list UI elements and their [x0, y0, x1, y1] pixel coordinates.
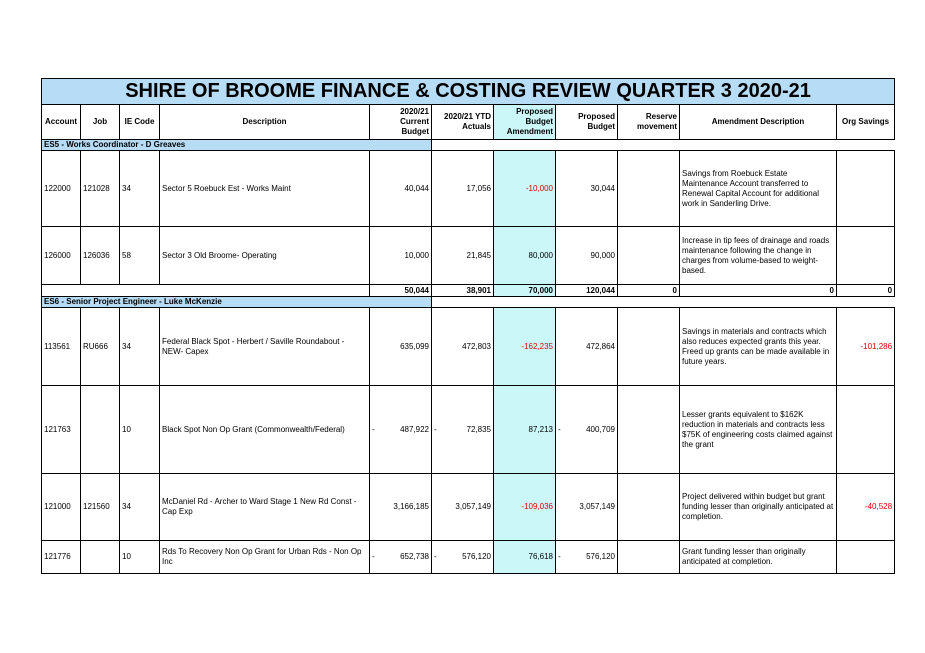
cell-proposed-amendment: -10,000: [494, 151, 556, 227]
current-budget-value: 40,044: [404, 183, 429, 193]
ytd-actuals-value: 472,803: [462, 341, 491, 351]
table-row: [42, 386, 895, 474]
cell-description: Black Spot Non Op Grant (Commonwealth/Federal): [160, 386, 370, 474]
proposed-budget-value: 3,057,149: [579, 502, 615, 511]
cell-amendment-description: Project delivered within budget but grant funding lesser than originally anticipated at completion.: [680, 474, 837, 541]
cell-proposed-budget: [556, 308, 618, 386]
proposed-budget-value: 576,120: [586, 552, 615, 561]
current-budget-value: 635,099: [400, 341, 429, 351]
cell-ytd-actuals: [432, 308, 494, 386]
cell-reserve-movement: [618, 227, 680, 285]
table-row: [42, 151, 895, 227]
header-job: Job: [81, 105, 120, 140]
cell-description: Sector 5 Roebuck Est - Works Maint: [160, 151, 370, 227]
cell-ie-code: 34: [120, 308, 160, 386]
cell-amendment-description: Grant funding lesser than originally anticipated at completion.: [680, 541, 837, 574]
cell-job: 126036: [81, 227, 120, 285]
header-proposed-budget: Proposed Budget: [556, 105, 618, 140]
header-proposed-amendment: Proposed Budget Amendment: [494, 105, 556, 140]
cell-reserve-movement: [618, 474, 680, 541]
cell-account: 121763: [42, 386, 81, 474]
section-blank: [432, 297, 895, 308]
cell-ytd-actuals: [432, 474, 494, 541]
ytd-actuals-value: 17,056: [466, 183, 491, 193]
cell-ie-code: 10: [120, 541, 160, 574]
cell-org-savings: [837, 386, 895, 474]
total-proposed-budget: 120,044: [556, 285, 618, 297]
header-ytd-actuals: 2020/21 YTD Actuals: [432, 105, 494, 140]
cell-description: Rds To Recovery Non Op Grant for Urban Rds - Non Op Inc: [160, 541, 370, 574]
cell-job: [81, 541, 120, 574]
cell-proposed-budget: [556, 386, 618, 474]
cell-job: 121560: [81, 474, 120, 541]
current-budget-value: 10,000: [404, 250, 429, 260]
cell-amendment-description: Lesser grants equivalent to $162K reduction in materials and contracts less $75K of engineering costs claimed against the grant: [680, 386, 837, 474]
cell-org-savings: -40,528: [837, 474, 895, 541]
cell-job: 121028: [81, 151, 120, 227]
cell-ie-code: 10: [120, 386, 160, 474]
cell-proposed-amendment: -109,036: [494, 474, 556, 541]
cell-ie-code: 58: [120, 227, 160, 285]
current-budget-value: 487,922: [400, 424, 429, 434]
cell-reserve-movement: [618, 308, 680, 386]
section-label: ES6 - Senior Project Engineer - Luke McKenzie: [42, 297, 432, 308]
proposed-budget-value: 30,044: [590, 183, 615, 193]
cell-account: 121000: [42, 474, 81, 541]
dash-mark: -: [558, 552, 561, 561]
totals-row: [42, 285, 895, 297]
page-title: SHIRE OF BROOME FINANCE & COSTING REVIEW QUARTER 3 2020-21: [42, 79, 895, 105]
proposed-budget-value: 400,709: [586, 424, 615, 434]
cell-ytd-actuals: [432, 541, 494, 574]
dash-mark: -: [558, 424, 561, 434]
dash-mark: -: [372, 552, 375, 561]
cell-org-savings: [837, 541, 895, 574]
cell-current-budget: [370, 308, 432, 386]
ytd-actuals-value: 21,845: [466, 250, 491, 260]
total-reserve-movement: 0: [618, 285, 680, 297]
cell-account: 122000: [42, 151, 81, 227]
table-row: [42, 308, 895, 386]
dash-mark: -: [434, 552, 437, 561]
cell-ytd-actuals: [432, 386, 494, 474]
cell-reserve-movement: [618, 151, 680, 227]
proposed-budget-value: 90,000: [590, 250, 615, 260]
totals-blank: [42, 285, 370, 297]
header-account: Account: [42, 105, 81, 140]
cell-account: 121776: [42, 541, 81, 574]
cell-org-savings: -101,286: [837, 308, 895, 386]
cell-proposed-budget: [556, 227, 618, 285]
cell-current-budget: [370, 474, 432, 541]
total-proposed-amendment: 70,000: [494, 285, 556, 297]
cell-org-savings: [837, 151, 895, 227]
header-reserve-movement: Reserve movement: [618, 105, 680, 140]
total-ytd-actuals: 38,901: [432, 285, 494, 297]
proposed-budget-value: 472,864: [586, 341, 615, 351]
header-row: [42, 105, 895, 140]
cell-reserve-movement: [618, 541, 680, 574]
cell-proposed-amendment: -162,235: [494, 308, 556, 386]
header-current-budget: 2020/21 Current Budget: [370, 105, 432, 140]
cell-proposed-amendment: 80,000: [494, 227, 556, 285]
total-current-budget: 50,044: [370, 285, 432, 297]
cell-job: RU666: [81, 308, 120, 386]
ytd-actuals-value: 72,835: [466, 424, 491, 434]
cell-ytd-actuals: [432, 151, 494, 227]
cell-ytd-actuals: [432, 227, 494, 285]
cell-proposed-budget: [556, 151, 618, 227]
cell-current-budget: [370, 151, 432, 227]
section-blank: [432, 140, 895, 151]
cell-current-budget: [370, 227, 432, 285]
cell-proposed-budget: [556, 541, 618, 574]
dash-mark: -: [434, 424, 437, 434]
cell-ie-code: 34: [120, 474, 160, 541]
finance-review-table: [41, 78, 895, 574]
cell-current-budget: [370, 386, 432, 474]
cell-proposed-amendment: 76,618: [494, 541, 556, 574]
cell-amendment-description: Savings in materials and contracts which also reduces expected grants this year. Freed up grants can be made available in future years.: [680, 308, 837, 386]
cell-reserve-movement: [618, 386, 680, 474]
ytd-actuals-value: 3,057,149: [455, 502, 491, 511]
section-label: ES5 - Works Coordinator - D Greaves: [42, 140, 432, 151]
cell-ie-code: 34: [120, 151, 160, 227]
header-org-savings: Org Savings: [837, 105, 895, 140]
header-description: Description: [160, 105, 370, 140]
header-amendment-description: Amendment Description: [680, 105, 837, 140]
cell-current-budget: [370, 541, 432, 574]
cell-org-savings: [837, 227, 895, 285]
cell-proposed-amendment: 87,213: [494, 386, 556, 474]
cell-account: 113561: [42, 308, 81, 386]
table-row: [42, 227, 895, 285]
cell-proposed-budget: [556, 474, 618, 541]
cell-description: McDaniel Rd - Archer to Ward Stage 1 New Rd Const - Cap Exp: [160, 474, 370, 541]
table-row: [42, 474, 895, 541]
cell-account: 126000: [42, 227, 81, 285]
current-budget-value: 3,166,185: [393, 502, 429, 511]
cell-description: Sector 3 Old Broome- Operating: [160, 227, 370, 285]
current-budget-value: 652,738: [400, 552, 429, 561]
table-row: [42, 541, 895, 574]
dash-mark: -: [372, 424, 375, 434]
section-header: [42, 297, 895, 308]
ytd-actuals-value: 576,120: [462, 552, 491, 561]
cell-job: [81, 386, 120, 474]
section-header: [42, 140, 895, 151]
total-amendment-description: 0: [680, 285, 837, 297]
cell-amendment-description: Savings from Roebuck Estate Maintenance Account transferred to Renewal Capital Account for additional work in Sanderling Drive.: [680, 151, 837, 227]
total-org-savings: 0: [837, 285, 895, 297]
cell-amendment-description: Increase in tip fees of drainage and roads maintenance following the change in charges from volume-based to weight-based.: [680, 227, 837, 285]
header-ie-code: IE Code: [120, 105, 160, 140]
cell-description: Federal Black Spot - Herbert / Saville Roundabout - NEW- Capex: [160, 308, 370, 386]
